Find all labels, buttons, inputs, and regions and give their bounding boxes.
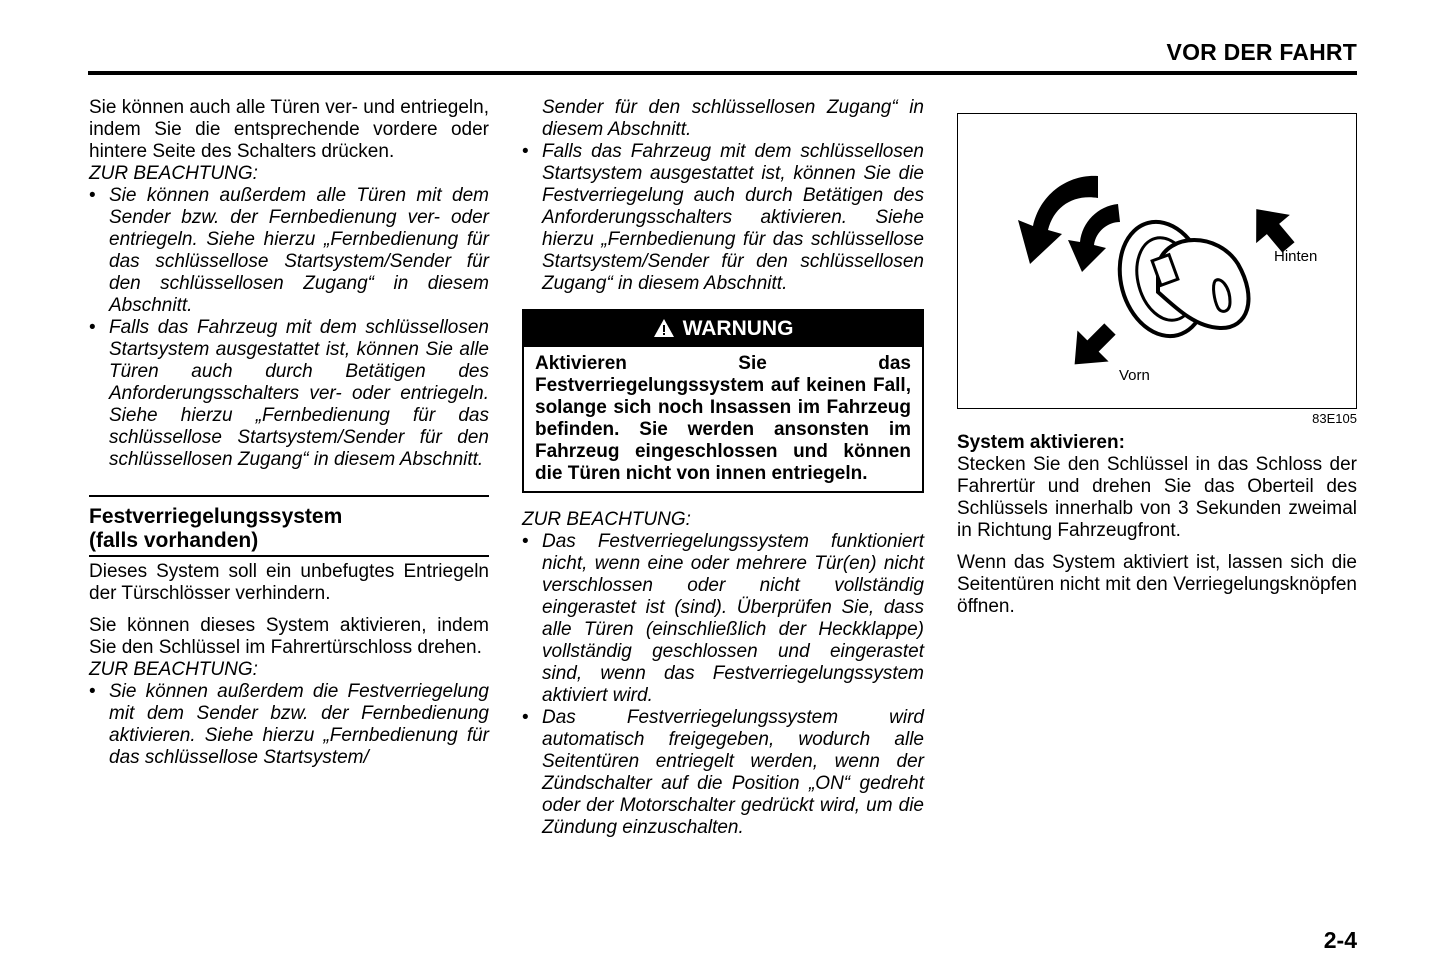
section-heading: Festverriegelungssystem — [89, 505, 343, 528]
label-front: Vorn — [1119, 367, 1150, 384]
note-list — [89, 185, 489, 471]
column-left — [89, 97, 489, 769]
section-rule — [89, 555, 489, 557]
note-heading: ZUR BEACHTUNG: — [89, 163, 258, 184]
warning-box — [522, 309, 924, 493]
paragraph: Sie können dieses System aktivieren, indem Sie den Schlüssel im Fahrertürschloss drehen. — [89, 615, 489, 658]
column-middle — [522, 97, 924, 839]
paragraph: Wenn das System aktiviert ist, lassen sich die Seitentüren nicht mit den Verriegelungsknöpfen öffnen. — [957, 552, 1357, 617]
warning-icon — [653, 318, 675, 338]
note-item: • Falls das Fahrzeug mit dem schlüssellosen Startsystem ausgestattet ist, können Sie alle Türen auch durch Betätigen des Anforderungsschalters ver- oder entriegeln. Siehe hierzu „Fernbedienung für das schlüssellose Startsystem/Sender für den schlüssellosen Zugang“ in diesem Abschnitt. — [89, 317, 489, 471]
section-subheading: (falls vorhanden) — [89, 529, 259, 552]
subheading: System aktivieren: — [957, 432, 1125, 453]
note-item: • Sie können außerdem alle Türen mit dem Sender bzw. der Fernbedienung ver- oder entriegeln. Siehe hierzu „Fernbedienung für das schlüssellose Startsystem/Sender für den schlüssellosen Zugang“ in diesem Abschnitt. — [89, 185, 489, 317]
note-list — [522, 531, 924, 839]
warning-title: WARNUNG — [682, 317, 794, 340]
paragraph: Dieses System soll ein unbefugtes Entriegeln der Türschlösser verhindern. — [89, 561, 489, 604]
note-item: • Das Festverriegelungssystem wird automatisch freigegeben, wodurch alle Seitentüren entriegelt werden, wenn der Zündschalter auf die Position „ON“ gedreht oder der Motorschalter gedrückt wird, um die Zündung einzuschalten. — [522, 707, 924, 839]
arrow-front — [1059, 313, 1125, 379]
note-item: • Sie können außerdem die Festverriegelung mit dem Sender bzw. der Fernbedienung aktivieren. Siehe hierzu „Fernbedienung für das schlüssellose Startsystem/ — [89, 681, 489, 769]
intro-paragraph: Sie können auch alle Türen ver- und entriegeln, indem Sie die entsprechende vordere oder hintere Seite des Schalters drücken. — [89, 97, 489, 162]
section-heading-block — [89, 495, 489, 553]
note-item-continuation: Sender für den schlüssellosen Zugang“ in diesem Abschnitt. — [542, 97, 924, 140]
page-number: 2-4 — [1323, 927, 1357, 953]
warning-header — [524, 311, 922, 347]
figure-code: 83E105 — [1312, 411, 1357, 426]
note-list — [89, 681, 489, 769]
rotation-arrow-inner — [1068, 204, 1120, 272]
column-right — [957, 432, 1357, 618]
note-list — [522, 141, 924, 295]
label-rear: Hinten — [1274, 248, 1318, 265]
note-heading: ZUR BEACHTUNG: — [89, 659, 258, 680]
note-heading: ZUR BEACHTUNG: — [522, 509, 691, 530]
key-lock-illustration — [957, 113, 1357, 409]
note-item: • Falls das Fahrzeug mit dem schlüssellosen Startsystem ausgestattet ist, können Sie die Festverriegelung auch durch Betätigen des Anforderungsschalters aktivieren. Siehe hierzu „Fernbedienung für das schlüssellose Startsystem/Sender für den schlüssellosen Zugang“ in diesem Abschnitt. — [522, 141, 924, 295]
warning-text: Aktivieren Sie das Festverriegelungssystem auf keinen Fall, solange sich noch Insassen im Fahrzeug befinden. Sie werden ansonsten im Fahrzeug eingeschlossen und können die Türen nicht von innen entriegeln. — [535, 353, 911, 484]
note-item: • Das Festverriegelungssystem funktioniert nicht, wenn eine oder mehrere Tür(en) nicht verschlossen oder nicht vollständig eingerastet ist (sind). Überprüfen Sie, dass alle Türen (einschließlich der Heckklappe) vollständig geschlossen und eingerastet sind, wenn das Festverriegelungssystem aktiviert wird. — [522, 531, 924, 707]
paragraph: Stecken Sie den Schlüssel in das Schloss der Fahrertür und drehen Sie das Oberteil des Schlüssels innerhalb von 3 Sekunden zweimal in Richtung Fahrzeugfront. — [957, 454, 1357, 541]
header-rule — [88, 71, 1357, 75]
section-title: VOR DER FAHRT — [1166, 39, 1357, 65]
